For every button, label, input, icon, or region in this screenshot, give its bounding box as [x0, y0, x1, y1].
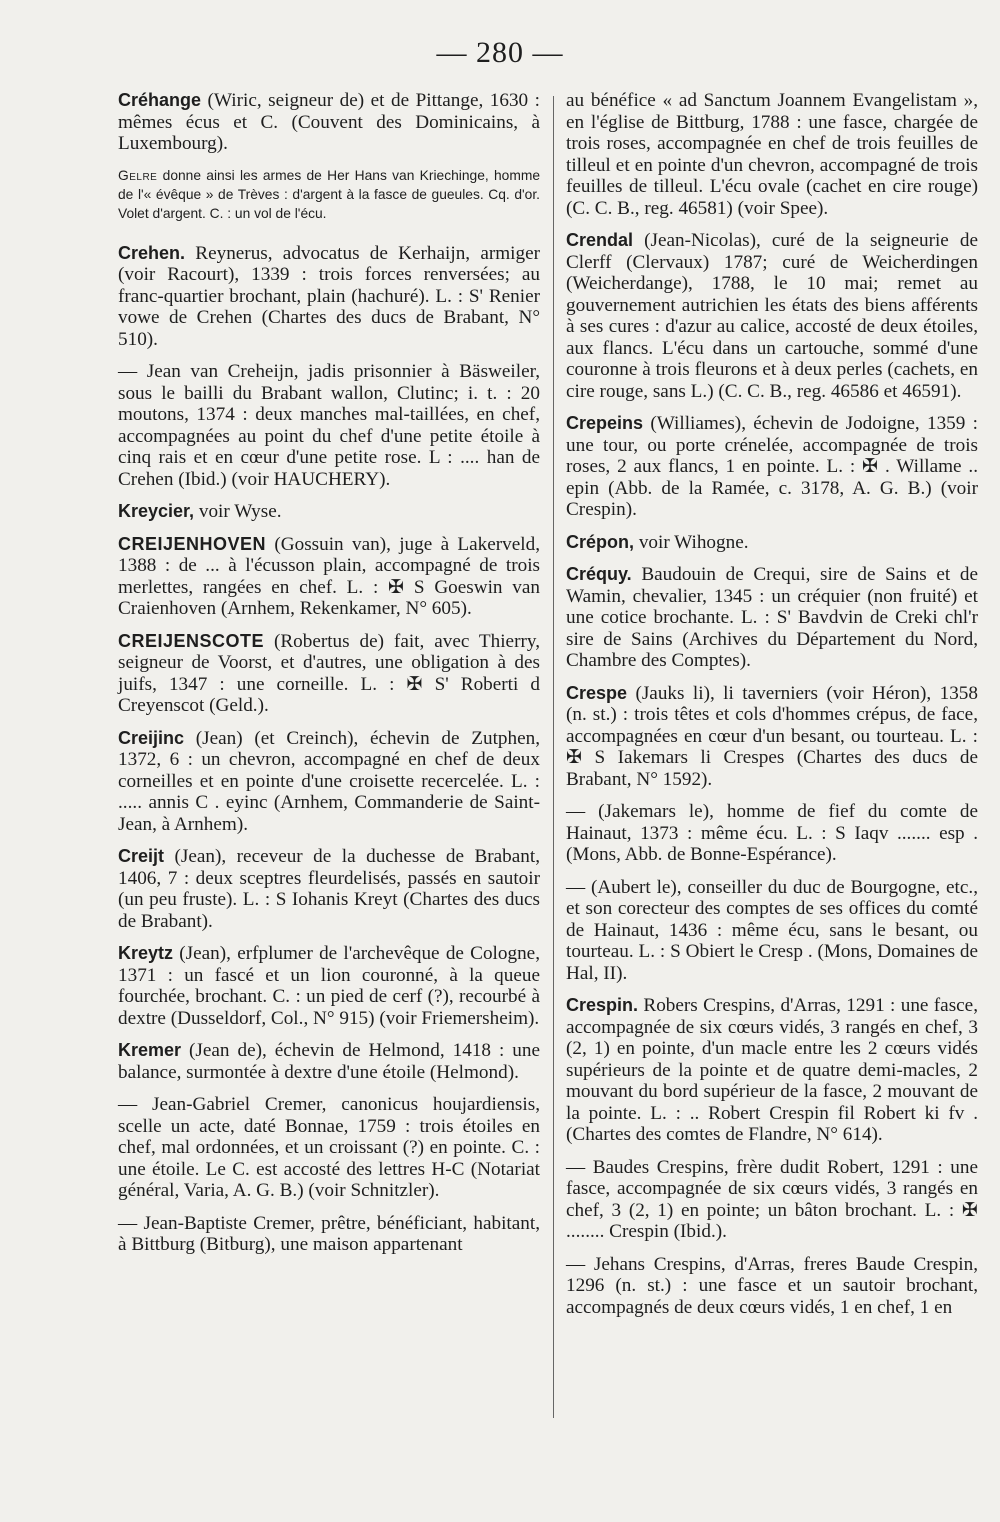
- entry-text: — Jean-Gabriel Cremer, canonicus houjardiensis, scelle un acte, daté Bonnae, 1759 : trois étoiles en chef, mal ordonnées, et un croissant (?) en pointe. C. : une étoile. Le C. est accosté des lettres H-C (Notariat général, Varia, A. G. B.) (voir Schnitzler).: [118, 1094, 540, 1201]
- entry-headword: Crépon,: [566, 531, 635, 552]
- sub-entry: [566, 1157, 978, 1243]
- entry-text: — Jehans Crespins, d'Arras, freres Baude Crespin, 1296 (n. st.) : une fasce et un sautoir brochant, accompagnés de deux cœurs vidés, 1 en chef, 1 en: [566, 1253, 978, 1318]
- entry-headword: Kremer: [118, 1040, 182, 1060]
- entry-text: — Baudes Crespins, frère dudit Robert, 1291 : une fasce, accompagnée de six cœurs vidés, 3 rangés en chef, 3 (2, 1) en pointe; un bâton brochant. L. : ✠ ........ Crespin (Ibid.).: [566, 1156, 978, 1242]
- entry-headword: Crehen.: [118, 242, 186, 263]
- entry-headword: Creijinc: [118, 727, 185, 748]
- entry-text: (Robertus de) fait, avec Thierry, seigneur de Voorst, et d'autres, une obligation à des juifs, 1347 : une corneille. L. : ✠ S' Roberti d Creyenscot (Geld.).: [118, 630, 540, 716]
- sub-entry: [118, 1213, 540, 1256]
- entry-text: (Gossuin van), juge à Lakerveld, 1388 : de ... à l'écusson plain, accompagné de trois merlettes, rangées en chef. L. : ✠ S Goeswin van Craienhoven (Arnhem, Rekenkamer, N° 605).: [118, 533, 540, 619]
- entry-text: — (Jakemars le), homme de fief du comte de Hainaut, 1373 : même écu. L. : S Iaqv ....... esp . (Mons, Abb. de Bonne-Espérance).: [566, 801, 978, 865]
- armorial-entry: [118, 243, 540, 351]
- entry-text: Robers Crespins, d'Arras, 1291 : une fasce, accompagnée de six cœurs vidés, 3 rangés en chef, 3 (2, 1) en pointe, d'un macle entre les 2 cœurs vidés supérieurs de la pointe et de quatre demi-macles, 2 mouvant du bord supérieur de la fasce, 2 mouvant de la pointe. L. : .. Robert Crespin fil Robert ki fv . (Chartes des comtes de Flandre, N° 614).: [566, 995, 978, 1145]
- sub-entry: [566, 877, 978, 985]
- entry-headword: CREIJENHOVEN: [118, 533, 267, 554]
- entry-headword: Crendal: [566, 230, 634, 250]
- column-divider: [553, 96, 554, 1418]
- entry-headword: Créquy.: [566, 564, 632, 584]
- entry-headword: Kreytz: [118, 943, 174, 963]
- armorial-entry: [118, 534, 540, 620]
- armorial-entry: [566, 683, 978, 791]
- sub-entry: [118, 361, 540, 490]
- note-entry: [118, 166, 540, 223]
- armorial-entry: [566, 230, 978, 402]
- entry-text: — Jean van Creheijn, jadis prisonnier à Bäsweiler, sous le bailli du Brabant wallon, Clutinc; i. t. : 20 moutons, 1374 : deux manches mal-taillées, en chef, accompagnées au point du chef d'une petite étoile à cinq rais et en cœur d'une petite rose. L : .... han de Crehen (Ibid.) (voir HAUCHERY).: [118, 361, 540, 490]
- sub-entry: [566, 1254, 978, 1319]
- armorial-entry: [566, 413, 978, 521]
- sub-entry: [566, 90, 978, 219]
- armorial-entry: [118, 728, 540, 836]
- entry-text: donne ainsi les armes de Her Hans van Kriechinge, homme de l'« évêque » de Trèves : d'argent à la fasce de gueules. Cq. d'or. Volet d'argent. C. : un vol de l'écu.: [118, 167, 540, 221]
- armorial-entry: [118, 846, 540, 932]
- entry-headword: Crespin.: [566, 995, 639, 1015]
- armorial-entry: [118, 501, 540, 523]
- note-lead: Gelre: [118, 167, 158, 183]
- right-column: [566, 90, 978, 1329]
- armorial-entry: [118, 631, 540, 717]
- entry-headword: Kreycier,: [118, 501, 195, 521]
- entry-text: au bénéfice « ad Sanctum Joannem Evangelistam », en l'église de Bittburg, 1788 : une fasce, chargée de trois roses, accompagnée en chef de trois feuilles de tilleul et en pointe d'un chevron, accompagné de trois feuilles de tilleul. L'écu ovale (cachet en cire rouge) (C. C. B., reg. 46581) (voir Spee).: [566, 90, 978, 219]
- entry-headword: CREIJENSCOTE: [118, 630, 265, 651]
- entry-headword: Crespe: [566, 682, 628, 703]
- page-number: — 280 —: [436, 36, 564, 69]
- entry-text: Baudouin de Crequi, sire de Sains et de Wamin, chevalier, 1345 : un créquier (non fruité) et une cotice brochante. L. : S' Bavdvin de Creki chl'r sire de Sains (Archives du Département du Nord, Chambre des Comptes).: [566, 564, 978, 671]
- sub-entry: [566, 801, 978, 866]
- entry-headword: Creijt: [118, 846, 165, 866]
- entry-text: — (Aubert le), conseiller du duc de Bourgogne, etc., et son corecteur des comptes de ses offices du comté de Hainaut, 1436 : même écu, sans le besant, ou tourteau. L. : S Obiert le Cresp . (Mons, Domaines de Hal, II).: [566, 876, 978, 984]
- entry-text: (Jauks li), li taverniers (voir Héron), 1358 (n. st.) : trois têtes et cols d'hommes crépus, de face, accompagnées en cœur d'un besant, ou tourteau. L. : ✠ S Iakemars li Crespes (Chartes des ducs de Brabant, N° 1592).: [566, 682, 978, 790]
- armorial-entry: [566, 995, 978, 1146]
- entry-headword: Crepeins: [566, 413, 644, 433]
- entry-text: (Wiric, seigneur de) et de Pittange, 1630 : mêmes écus et C. (Couvent des Dominicains, à Luxembourg).: [118, 90, 540, 154]
- armorial-entry: [566, 532, 978, 554]
- entry-text: Reynerus, advocatus de Kerhaijn, armiger (voir Racourt), 1339 : trois forces renversées; au franc-quartier brochant, plain (hachuré). L. : S' Renier vowe de Crehen (Chartes des ducs de Brabant, N° 510).: [118, 242, 540, 350]
- entry-text: (Jean), erfplumer de l'archevêque de Cologne, 1371 : un fascé et un lion couronné, à la queue fourchée, brochant. C. : un pied de cerf (?), recourbé à dextre (Dusseldorf, Col., N° 915) (voir Friemersheim).: [118, 943, 540, 1029]
- armorial-entry: [566, 564, 978, 672]
- entry-text: voir Wihogne.: [634, 531, 749, 553]
- armorial-entry: [118, 943, 540, 1029]
- entry-text: (Jean de), échevin de Helmond, 1418 : une balance, surmontée à dextre d'une étoile (Helmond).: [118, 1040, 540, 1083]
- armorial-entry: [118, 90, 540, 155]
- entry-text: — Jean-Baptiste Cremer, prêtre, bénéficiant, habitant, à Bittburg (Bitburg), une maison appartenant: [118, 1212, 540, 1255]
- sub-entry: [118, 1094, 540, 1202]
- entry-text: (Jean) (et Creinch), échevin de Zutphen, 1372, 6 : un chevron, accompagné en chef de deux corneilles et en pointe d'une croisette recercelée. L. : ..... annis C . eyinc (Arnhem, Commanderie de Saint-Jean, à Arnhem).: [118, 727, 540, 835]
- entry-headword: Créhange: [118, 90, 202, 110]
- left-column: [118, 90, 540, 1267]
- entry-text: (Jean-Nicolas), curé de la seigneurie de Clerff (Clervaux) 1787; curé de Weicherdingen (Weicherdange), 1788, le 10 mai; remet au gouvernement autrichien les états des biens afférents à ses cures : d'azur au calice, accosté de deux étoiles, aux flancs. L'écu dans un cartouche, sommé d'une couronne à trois fleurons et à deux perles (cachets, en cire rouge, sans L.) (C. C. B., reg. 46586 et 46591).: [566, 230, 978, 402]
- entry-text: (Jean), receveur de la duchesse de Brabant, 1406, 7 : deux sceptres fleurdelisés, passés en sautoir (un peu fruste). L. : S Iohanis Kreyt (Chartes des ducs de Brabant).: [118, 846, 540, 932]
- entry-text: voir Wyse.: [194, 501, 282, 522]
- armorial-entry: [118, 1040, 540, 1083]
- entry-text: (Williames), échevin de Jodoigne, 1359 : une tour, ou porte crénelée, accompagnée de trois roses, 2 aux flancs, 1 en pointe. L. : ✠ . Willame .. epin (Abb. de la Ramée, c. 3178, A. G. B.) (voir Crespin).: [566, 413, 978, 520]
